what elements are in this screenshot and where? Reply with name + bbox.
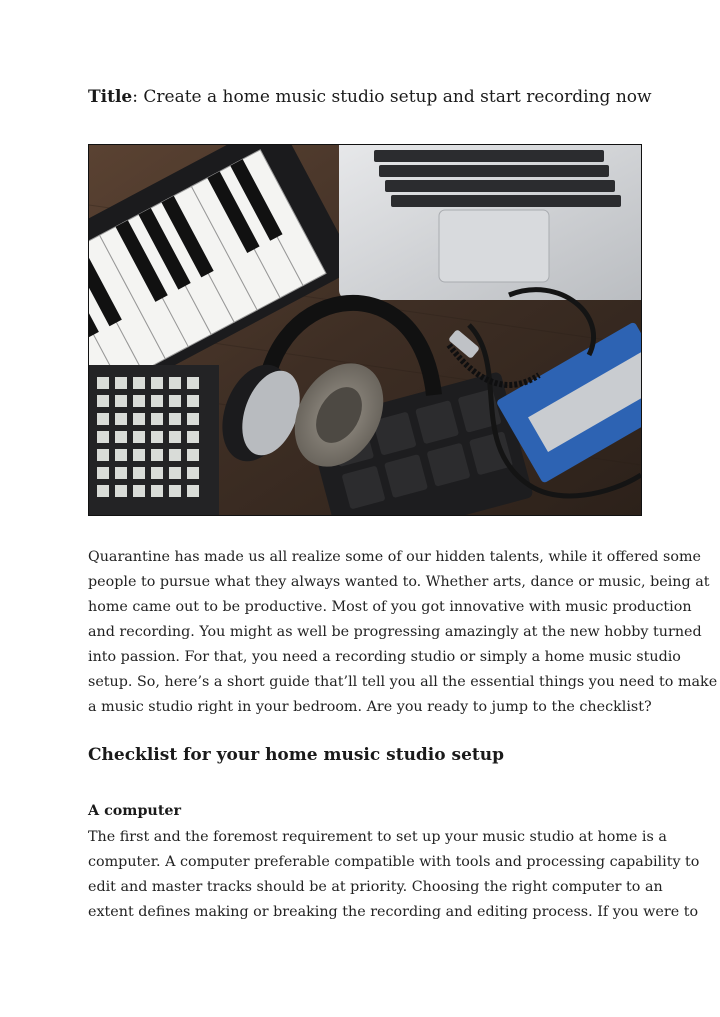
intro-line: people to pursue what they always wanted to. Whether arts, dance or music, being at [88, 574, 710, 590]
page-title [88, 86, 652, 108]
intro-paragraph [88, 545, 718, 720]
intro-line: setup. So, here’s a short guide that’ll tell you all the essential things you need to make [88, 674, 718, 690]
intro-line: home came out to be productive. Most of you got innovative with music production [88, 599, 692, 615]
intro-line: into passion. For that, you need a recording studio or simply a home music studio [88, 649, 681, 665]
intro-line: Quarantine has made us all realize some of our hidden talents, while it offered some [88, 549, 701, 565]
computer-line: The first and the foremost requirement to set up your music studio at home is a [88, 829, 667, 845]
title-text: : Create a home music studio setup and start recording now [132, 87, 652, 107]
computer-heading: A computer [88, 803, 182, 819]
checklist-heading: Checklist for your home music studio setup [88, 745, 505, 765]
title-label: Title [88, 87, 133, 107]
studio-photo [88, 144, 642, 516]
computer-paragraph [88, 825, 700, 925]
computer-line: extent defines making or breaking the recording and editing process. If you were to [88, 904, 699, 920]
computer-line: edit and master tracks should be at priority. Choosing the right computer to an [88, 879, 663, 895]
intro-line: a music studio right in your bedroom. Are you ready to jump to the checklist? [88, 699, 652, 715]
intro-line: and recording. You might as well be progressing amazingly at the new hobby turned [88, 624, 702, 640]
computer-line: computer. A computer preferable compatible with tools and processing capability to [88, 854, 700, 870]
